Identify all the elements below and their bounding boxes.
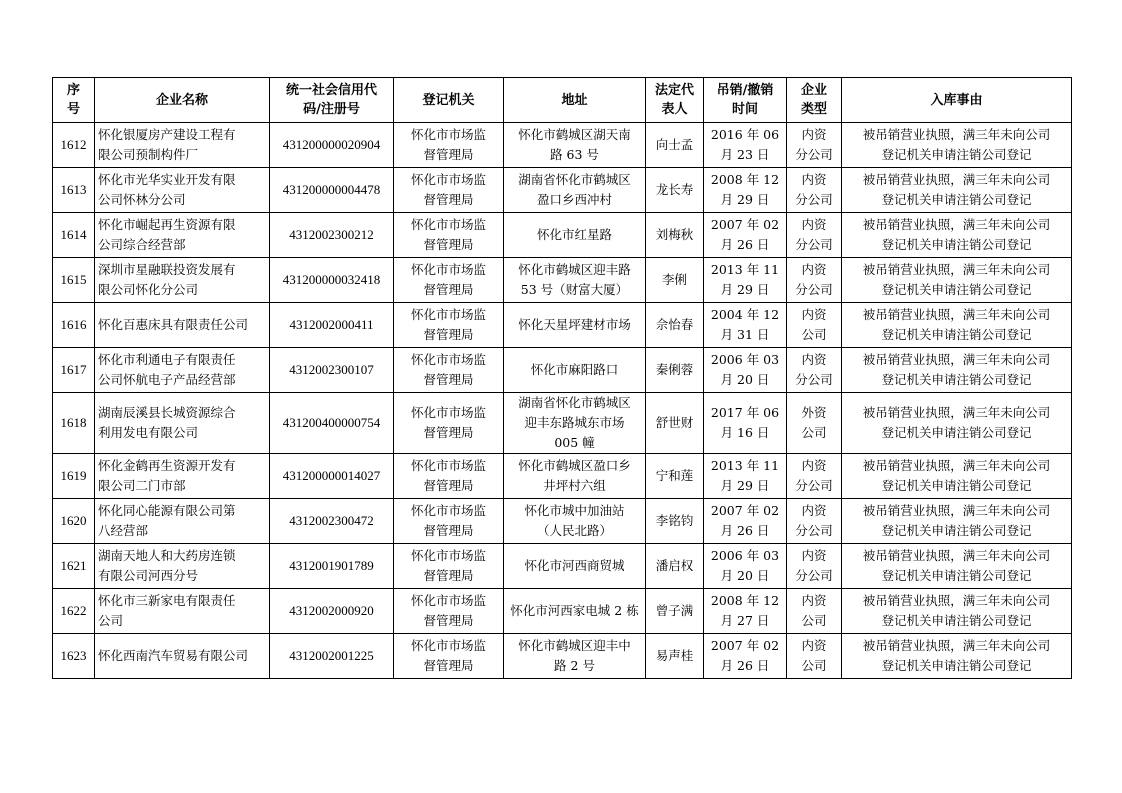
text-line: 被吊销营业执照，满三年未向公司 <box>862 405 1051 420</box>
cell-legal-rep: 潘启权 <box>646 544 704 589</box>
cell-company-type <box>787 544 842 589</box>
text-line: 怀化市利通电子有限责任 <box>98 352 236 367</box>
text-line: 登记机关申请注销公司登记 <box>881 327 1032 342</box>
text-line: 被吊销营业执照，满三年未向公司 <box>862 307 1051 322</box>
cell-seq: 1618 <box>53 393 95 454</box>
cell-revoke-date <box>704 499 787 544</box>
cell-legal-rep: 向士孟 <box>646 123 704 168</box>
text-line: 月 26 日 <box>720 523 770 538</box>
cell-company-type <box>787 258 842 303</box>
cell-reason <box>842 454 1072 499</box>
cell-reason <box>842 213 1072 258</box>
text-line: 怀化市市场监 <box>410 307 486 322</box>
text-line: 被吊销营业执照，满三年未向公司 <box>862 548 1051 563</box>
cell-company-type <box>787 168 842 213</box>
cell-company-type <box>787 123 842 168</box>
cell-credit-code: 4312002000920 <box>270 589 394 634</box>
text-line: 怀化市市场监 <box>410 262 486 277</box>
table-row <box>53 303 1072 348</box>
text-line: 怀化市市场监 <box>410 638 486 653</box>
text-line: 登记机关申请注销公司登记 <box>881 568 1032 583</box>
text-line: 2007 年 02 <box>710 638 780 653</box>
cell-revoke-date <box>704 393 787 454</box>
text-line: 月 16 日 <box>720 425 770 440</box>
cell-address <box>504 213 646 258</box>
text-line: 分公司 <box>795 282 833 297</box>
cell-seq: 1617 <box>53 348 95 393</box>
text-line: 内资 <box>801 638 827 653</box>
header-revoke-date <box>704 78 787 123</box>
text-line: 外资 <box>801 405 827 420</box>
text-line: 登记机关申请注销公司登记 <box>881 282 1032 297</box>
cell-authority <box>394 454 504 499</box>
text-line: 公司 <box>801 425 827 440</box>
cell-company-type <box>787 634 842 679</box>
cell-address <box>504 544 646 589</box>
text-line: 2007 年 02 <box>710 503 780 518</box>
text-line: 督管理局 <box>423 282 474 297</box>
cell-address <box>504 348 646 393</box>
text-line: 登记机关申请注销公司登记 <box>881 147 1032 162</box>
cell-authority <box>394 168 504 213</box>
header-authority <box>394 78 504 123</box>
text-line: 怀化市市场监 <box>410 548 486 563</box>
text-line: 怀化市市场监 <box>410 405 486 420</box>
cell-credit-code: 4312002001225 <box>270 634 394 679</box>
text-line: 督管理局 <box>423 478 474 493</box>
cell-authority <box>394 589 504 634</box>
cell-legal-rep: 秦俐蓉 <box>646 348 704 393</box>
cell-legal-rep: 刘梅秋 <box>646 213 704 258</box>
text-line: 2008 年 12 <box>710 172 780 187</box>
table-row <box>53 499 1072 544</box>
cell-address <box>504 393 646 454</box>
text-line: 005 幢 <box>554 435 595 450</box>
text-line: 怀化市市场监 <box>410 503 486 518</box>
cell-address <box>504 454 646 499</box>
cell-seq: 1622 <box>53 589 95 634</box>
text-line: 分公司 <box>795 237 833 252</box>
text-line: 登记机关 <box>422 92 475 108</box>
text-line: 被吊销营业执照，满三年未向公司 <box>862 262 1051 277</box>
text-line: 内资 <box>801 127 827 142</box>
text-line: 怀化市鹤城区湖天南 <box>518 127 631 142</box>
text-line: 公司 <box>98 613 124 628</box>
text-line: 号 <box>66 102 80 117</box>
text-line: 登记机关申请注销公司登记 <box>881 523 1032 538</box>
text-line: 类型 <box>800 102 827 117</box>
text-line: 月 26 日 <box>720 658 770 673</box>
text-line: 怀化市河西家电城 2 栋 <box>510 603 639 618</box>
text-line: 迎丰东路城东市场 <box>524 415 625 430</box>
text-line: 督管理局 <box>423 372 474 387</box>
cell-legal-rep: 李铭钧 <box>646 499 704 544</box>
enterprise-table <box>52 77 1072 679</box>
cell-seq: 1612 <box>53 123 95 168</box>
text-line: 湖南省怀化市鹤城区 <box>518 172 631 187</box>
cell-legal-rep: 宁和莲 <box>646 454 704 499</box>
cell-reason <box>842 634 1072 679</box>
cell-address <box>504 168 646 213</box>
cell-company-type <box>787 213 842 258</box>
text-line: 分公司 <box>795 478 833 493</box>
cell-company-name <box>95 544 270 589</box>
text-line: 登记机关申请注销公司登记 <box>881 425 1032 440</box>
text-line: 公司 <box>801 658 827 673</box>
text-line: 怀化市河西商贸城 <box>524 558 625 573</box>
table-row <box>53 348 1072 393</box>
text-line: 地址 <box>561 92 588 108</box>
text-line: 怀化市三新家电有限责任 <box>98 593 236 608</box>
text-line: 被吊销营业执照，满三年未向公司 <box>862 172 1051 187</box>
cell-reason <box>842 303 1072 348</box>
table-row <box>53 634 1072 679</box>
text-line: 怀化银厦房产建设工程有 <box>98 127 236 142</box>
cell-legal-rep: 龙长寿 <box>646 168 704 213</box>
text-line: 公司 <box>801 327 827 342</box>
text-line: 怀化市市场监 <box>410 352 486 367</box>
text-line: 利用发电有限公司 <box>98 425 199 440</box>
text-line: 2016 年 06 <box>710 127 780 142</box>
cell-authority <box>394 499 504 544</box>
text-line: 督管理局 <box>423 425 474 440</box>
text-line: 月 27 日 <box>720 613 770 628</box>
text-line: 怀化市麻阳路口 <box>530 362 619 377</box>
cell-company-name <box>95 213 270 258</box>
table-row <box>53 393 1072 454</box>
table-row <box>53 258 1072 303</box>
cell-legal-rep: 易声桂 <box>646 634 704 679</box>
text-line: 月 29 日 <box>720 282 770 297</box>
text-line: 怀化金鹤再生资源开发有 <box>98 458 236 473</box>
cell-company-type <box>787 348 842 393</box>
cell-credit-code: 431200000032418 <box>270 258 394 303</box>
text-line: 2013 年 11 <box>710 262 780 277</box>
cell-address <box>504 499 646 544</box>
text-line: 53 号（财富大厦） <box>520 282 629 297</box>
text-line: 怀化市市场监 <box>410 458 486 473</box>
cell-credit-code: 431200400000754 <box>270 393 394 454</box>
cell-credit-code: 4312002000411 <box>270 303 394 348</box>
cell-company-type <box>787 589 842 634</box>
table-row <box>53 168 1072 213</box>
text-line: 2017 年 06 <box>710 405 780 420</box>
text-line: 登记机关申请注销公司登记 <box>881 192 1032 207</box>
text-line: 登记机关申请注销公司登记 <box>881 613 1032 628</box>
text-line: 路 63 号 <box>550 147 599 162</box>
text-line: 限公司二门市部 <box>98 478 186 493</box>
cell-company-type <box>787 454 842 499</box>
cell-authority <box>394 258 504 303</box>
text-line: 2006 年 03 <box>710 548 780 563</box>
cell-authority <box>394 213 504 258</box>
header-row <box>53 78 1072 123</box>
text-line: 怀化市城中加油站 <box>524 503 625 518</box>
text-line: 登记机关申请注销公司登记 <box>881 658 1032 673</box>
text-line: 月 20 日 <box>720 372 770 387</box>
cell-authority <box>394 544 504 589</box>
text-line: 月 26 日 <box>720 237 770 252</box>
text-line: 怀化天星坪建材市场 <box>518 317 631 332</box>
text-line: 怀化市市场监 <box>410 172 486 187</box>
text-line: 督管理局 <box>423 327 474 342</box>
text-line: 督管理局 <box>423 568 474 583</box>
text-line: 限公司预制构件厂 <box>98 147 199 162</box>
cell-revoke-date <box>704 589 787 634</box>
cell-company-type <box>787 393 842 454</box>
cell-credit-code: 4312002300212 <box>270 213 394 258</box>
cell-reason <box>842 499 1072 544</box>
text-line: 2007 年 02 <box>710 217 780 232</box>
text-line: 内资 <box>801 172 827 187</box>
text-line: 统一社会信用代 <box>285 83 377 98</box>
cell-reason <box>842 123 1072 168</box>
cell-authority <box>394 123 504 168</box>
cell-company-name <box>95 123 270 168</box>
header-rep <box>646 78 704 123</box>
cell-seq: 1619 <box>53 454 95 499</box>
cell-reason <box>842 589 1072 634</box>
text-line: 内资 <box>801 307 827 322</box>
text-line: 月 23 日 <box>720 147 770 162</box>
table-row <box>53 123 1072 168</box>
text-line: 怀化市市场监 <box>410 127 486 142</box>
text-line: 湖南天地人和大药房连锁 <box>98 548 236 563</box>
cell-address <box>504 303 646 348</box>
text-line: 湖南辰溪县长城资源综合 <box>98 405 236 420</box>
cell-seq: 1623 <box>53 634 95 679</box>
cell-authority <box>394 303 504 348</box>
text-line: 被吊销营业执照，满三年未向公司 <box>862 352 1051 367</box>
text-line: 八经营部 <box>98 523 149 538</box>
text-line: 码/注册号 <box>303 102 360 117</box>
cell-revoke-date <box>704 168 787 213</box>
text-line: 分公司 <box>795 568 833 583</box>
table-row <box>53 454 1072 499</box>
text-line: 怀化西南汽车贸易有限公司 <box>98 648 249 663</box>
cell-revoke-date <box>704 544 787 589</box>
text-line: 被吊销营业执照，满三年未向公司 <box>862 458 1051 473</box>
table-row <box>53 589 1072 634</box>
text-line: 督管理局 <box>423 658 474 673</box>
cell-company-name <box>95 499 270 544</box>
cell-address <box>504 589 646 634</box>
text-line: 法定代 <box>654 83 694 98</box>
text-line: 2004 年 12 <box>710 307 780 322</box>
text-line: 时间 <box>731 102 758 117</box>
cell-seq: 1614 <box>53 213 95 258</box>
table-body <box>53 123 1072 679</box>
text-line: 盈口乡西冲村 <box>536 192 612 207</box>
text-line: 表人 <box>661 102 688 117</box>
text-line: 井坪村六组 <box>543 478 606 493</box>
cell-seq: 1620 <box>53 499 95 544</box>
header-name <box>95 78 270 123</box>
text-line: 月 20 日 <box>720 568 770 583</box>
text-line: 怀化市红星路 <box>536 227 612 242</box>
text-line: 督管理局 <box>423 523 474 538</box>
cell-reason <box>842 393 1072 454</box>
cell-company-name <box>95 454 270 499</box>
text-line: 被吊销营业执照，满三年未向公司 <box>862 593 1051 608</box>
text-line: 怀化同心能源有限公司第 <box>98 503 236 518</box>
text-line: 公司怀林分公司 <box>98 192 186 207</box>
cell-seq: 1616 <box>53 303 95 348</box>
cell-credit-code: 431200000020904 <box>270 123 394 168</box>
text-line: 企业 <box>800 83 827 98</box>
text-line: 2013 年 11 <box>710 458 780 473</box>
text-line: 督管理局 <box>423 147 474 162</box>
cell-address <box>504 634 646 679</box>
cell-credit-code: 4312002300472 <box>270 499 394 544</box>
text-line: 登记机关申请注销公司登记 <box>881 372 1032 387</box>
text-line: 2006 年 03 <box>710 352 780 367</box>
text-line: 督管理局 <box>423 237 474 252</box>
text-line: 公司怀航电子产品经营部 <box>98 372 236 387</box>
text-line: 公司 <box>801 613 827 628</box>
cell-legal-rep: 舒世财 <box>646 393 704 454</box>
text-line: 路 2 号 <box>554 658 595 673</box>
text-line: 分公司 <box>795 523 833 538</box>
text-line: 督管理局 <box>423 613 474 628</box>
cell-company-name <box>95 168 270 213</box>
text-line: 内资 <box>801 262 827 277</box>
cell-authority <box>394 634 504 679</box>
text-line: 内资 <box>801 217 827 232</box>
text-line: 怀化市崛起再生资源有限 <box>98 217 236 232</box>
cell-company-name <box>95 303 270 348</box>
text-line: 序 <box>66 83 80 98</box>
text-line: （人民北路） <box>536 523 612 538</box>
text-line: 深圳市星融联投资发展有 <box>98 262 236 277</box>
text-line: 吊销/撤销 <box>716 83 774 98</box>
cell-reason <box>842 168 1072 213</box>
text-line: 怀化市鹤城区迎丰中 <box>518 638 631 653</box>
text-line: 怀化市鹤城区盈口乡 <box>518 458 631 473</box>
text-line: 分公司 <box>795 147 833 162</box>
text-line: 湖南省怀化市鹤城区 <box>518 395 631 410</box>
text-line: 内资 <box>801 593 827 608</box>
text-line: 登记机关申请注销公司登记 <box>881 478 1032 493</box>
text-line: 分公司 <box>795 192 833 207</box>
text-line: 有限公司河西分号 <box>98 568 199 583</box>
cell-reason <box>842 544 1072 589</box>
cell-authority <box>394 348 504 393</box>
text-line: 月 31 日 <box>720 327 770 342</box>
cell-revoke-date <box>704 213 787 258</box>
text-line: 分公司 <box>795 372 833 387</box>
cell-company-name <box>95 258 270 303</box>
cell-address <box>504 123 646 168</box>
text-line: 内资 <box>801 548 827 563</box>
cell-credit-code: 431200000014027 <box>270 454 394 499</box>
table-row <box>53 213 1072 258</box>
text-line: 被吊销营业执照，满三年未向公司 <box>862 503 1051 518</box>
text-line: 登记机关申请注销公司登记 <box>881 237 1032 252</box>
cell-company-name <box>95 634 270 679</box>
cell-legal-rep: 李俐 <box>646 258 704 303</box>
text-line: 入库事由 <box>930 92 983 108</box>
cell-company-name <box>95 589 270 634</box>
text-line: 内资 <box>801 458 827 473</box>
text-line: 怀化市市场监 <box>410 593 486 608</box>
text-line: 限公司怀化分公司 <box>98 282 199 297</box>
header-code <box>270 78 394 123</box>
text-line: 被吊销营业执照，满三年未向公司 <box>862 638 1051 653</box>
text-line: 公司综合经营部 <box>98 237 186 252</box>
header-address <box>504 78 646 123</box>
cell-company-type <box>787 303 842 348</box>
cell-seq: 1615 <box>53 258 95 303</box>
text-line: 2008 年 12 <box>710 593 780 608</box>
header-type <box>787 78 842 123</box>
cell-company-name <box>95 348 270 393</box>
text-line: 内资 <box>801 352 827 367</box>
cell-reason <box>842 258 1072 303</box>
text-line: 怀化市鹤城区迎丰路 <box>518 262 631 277</box>
text-line: 怀化市市场监 <box>410 217 486 232</box>
cell-legal-rep: 佘怡春 <box>646 303 704 348</box>
text-line: 督管理局 <box>423 192 474 207</box>
text-line: 被吊销营业执照，满三年未向公司 <box>862 217 1051 232</box>
cell-reason <box>842 348 1072 393</box>
cell-authority <box>394 393 504 454</box>
cell-revoke-date <box>704 634 787 679</box>
text-line: 内资 <box>801 503 827 518</box>
cell-address <box>504 258 646 303</box>
text-line: 月 29 日 <box>720 192 770 207</box>
cell-revoke-date <box>704 123 787 168</box>
text-line: 怀化百惠床具有限责任公司 <box>98 317 249 332</box>
cell-credit-code: 4312001901789 <box>270 544 394 589</box>
text-line: 怀化市光华实业开发有限 <box>98 172 236 187</box>
cell-credit-code: 431200000004478 <box>270 168 394 213</box>
cell-company-type <box>787 499 842 544</box>
header-seq <box>53 78 95 123</box>
text-line: 企业名称 <box>155 92 208 108</box>
header-reason <box>842 78 1072 123</box>
cell-seq: 1613 <box>53 168 95 213</box>
text-line: 被吊销营业执照，满三年未向公司 <box>862 127 1051 142</box>
table-row <box>53 544 1072 589</box>
cell-revoke-date <box>704 454 787 499</box>
cell-credit-code: 4312002300107 <box>270 348 394 393</box>
cell-seq: 1621 <box>53 544 95 589</box>
cell-revoke-date <box>704 258 787 303</box>
cell-revoke-date <box>704 303 787 348</box>
text-line: 月 29 日 <box>720 478 770 493</box>
cell-legal-rep: 曾子满 <box>646 589 704 634</box>
cell-revoke-date <box>704 348 787 393</box>
cell-company-name <box>95 393 270 454</box>
